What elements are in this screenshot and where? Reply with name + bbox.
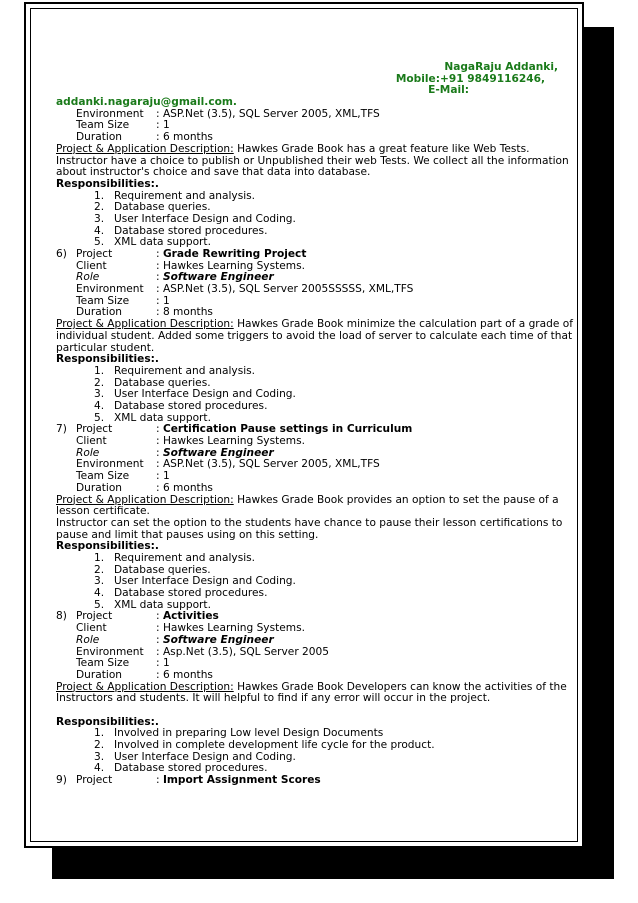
project-8-responsibilities-list: [56, 728, 578, 775]
project-8-duration-row: Duration : 6 months: [76, 668, 213, 681]
project-8-team-size-row: Team Size : 1: [76, 657, 170, 670]
list-item: 2. Database queries.: [94, 376, 211, 389]
project-6-title-row: 6) Project : Grade Rewriting Project: [56, 248, 307, 261]
email-label: E-Mail:: [428, 84, 469, 97]
project-7-environment-row: Environment : ASP.Net (3.5), SQL Server 2005, XML,TFS: [76, 458, 380, 471]
list-item: 4. Database stored procedures.: [94, 400, 268, 413]
project-9-title-row: 9) Project : Import Assignment Scores: [56, 774, 321, 787]
list-item: 5. XML data support.: [94, 236, 211, 249]
list-item: 1. Requirement and analysis.: [94, 552, 256, 565]
list-item: 1. Involved in preparing Low level Design Documents: [94, 727, 384, 740]
project-7-client-row: Client : Hawkes Learning Systems.: [76, 435, 305, 448]
project-7-team-size-row: Team Size : 1: [76, 470, 170, 483]
list-item: 5. XML data support.: [94, 411, 211, 424]
project-7-responsibilities-heading: Responsibilities:.: [56, 540, 159, 553]
prev-environment-row: Environment : ASP.Net (3.5), SQL Server 2005, XML,TFS: [76, 107, 380, 120]
project-6-team-size-row: Team Size : 1: [76, 294, 170, 307]
list-item: 2. Database queries.: [94, 201, 211, 214]
list-item: 3. User Interface Design and Coding.: [94, 575, 296, 588]
project-6-responsibilities-heading: Responsibilities:.: [56, 353, 159, 366]
project-7-description: Project & Application Description: Hawkes Grade Book provides an option to set the pause of a lesson certificate.: [56, 493, 559, 518]
project-8-title-row: 8) Project : Activities: [56, 610, 219, 623]
project-6-environment-row: Environment : ASP.Net (3.5), SQL Server 2005SSSSS, XML,TFS: [76, 283, 414, 296]
project-6-responsibilities-list: [56, 366, 578, 424]
list-item: 1. Requirement and analysis.: [94, 189, 256, 202]
list-item: 4. Database stored procedures.: [94, 762, 268, 775]
prev-responsibilities-heading: Responsibilities:.: [56, 177, 159, 190]
project-8-responsibilities-heading: Responsibilities:.: [56, 715, 159, 728]
list-item: 5. XML data support.: [94, 598, 211, 611]
list-item: 2. Involved in complete development life cycle for the product.: [94, 739, 435, 752]
project-8-environment-row: Environment : Asp.Net (3.5), SQL Server 2005: [76, 645, 330, 658]
project-7-description-extra: Instructor can set the option to the students have chance to pause their lesson certifications to pause and limit that pauses using on this setting.: [56, 516, 563, 541]
prev-duration-row: Duration : 6 months: [76, 131, 213, 144]
project-6-client-row: Client : Hawkes Learning Systems.: [76, 259, 305, 272]
project-6-description: Project & Application Description: Hawkes Grade Book minimize the calculation part of a grade of individual student. Added some triggers to avoid the load of server to calculate each time of that particular student.: [56, 318, 573, 354]
project-7-title-row: 7) Project : Certification Pause settings in Curriculum: [56, 423, 413, 436]
project-6-duration-row: Duration : 8 months: [76, 306, 213, 319]
list-item: 1. Requirement and analysis.: [94, 364, 256, 377]
list-item: 4. Database stored procedures.: [94, 224, 268, 237]
resume-content: [56, 62, 578, 787]
prev-responsibilities-list: [56, 191, 578, 249]
project-7-responsibilities-list: [56, 553, 578, 611]
project-8-client-row: Client : Hawkes Learning Systems.: [76, 622, 305, 635]
list-item: 3. User Interface Design and Coding.: [94, 750, 296, 763]
list-item: 3. User Interface Design and Coding.: [94, 388, 296, 401]
list-item: 3. User Interface Design and Coding.: [94, 212, 296, 225]
project-8-description: Project & Application Description: Hawkes Grade Book Developers can know the activities of the Instructors and students. It will helpful to find if any error will occur in the project.: [56, 680, 567, 705]
project-8-role-row: Role : Software Engineer: [76, 633, 274, 646]
list-item: 2. Database queries.: [94, 563, 211, 576]
project-7-duration-row: Duration : 6 months: [76, 481, 213, 494]
list-item: 4. Database stored procedures.: [94, 587, 268, 600]
candidate-name: NagaRaju Addanki,: [444, 61, 558, 73]
candidate-mobile: Mobile:+91 9849116246,: [395, 72, 545, 85]
prev-description: Project & Application Description: Hawkes Grade Book has a great feature like Web Tests. Instructor have a choice to publish or Unpublished their web Tests. We collect all the information about instructor's choice and save that data into database.: [56, 142, 569, 179]
project-6-role-row: Role : Software Engineer: [76, 271, 274, 284]
prev-team-size-row: Team Size : 1: [76, 119, 170, 132]
project-7-role-row: Role : Software Engineer: [76, 446, 274, 459]
candidate-email[interactable]: addanki.nagaraju@gmail.com.: [56, 96, 237, 109]
